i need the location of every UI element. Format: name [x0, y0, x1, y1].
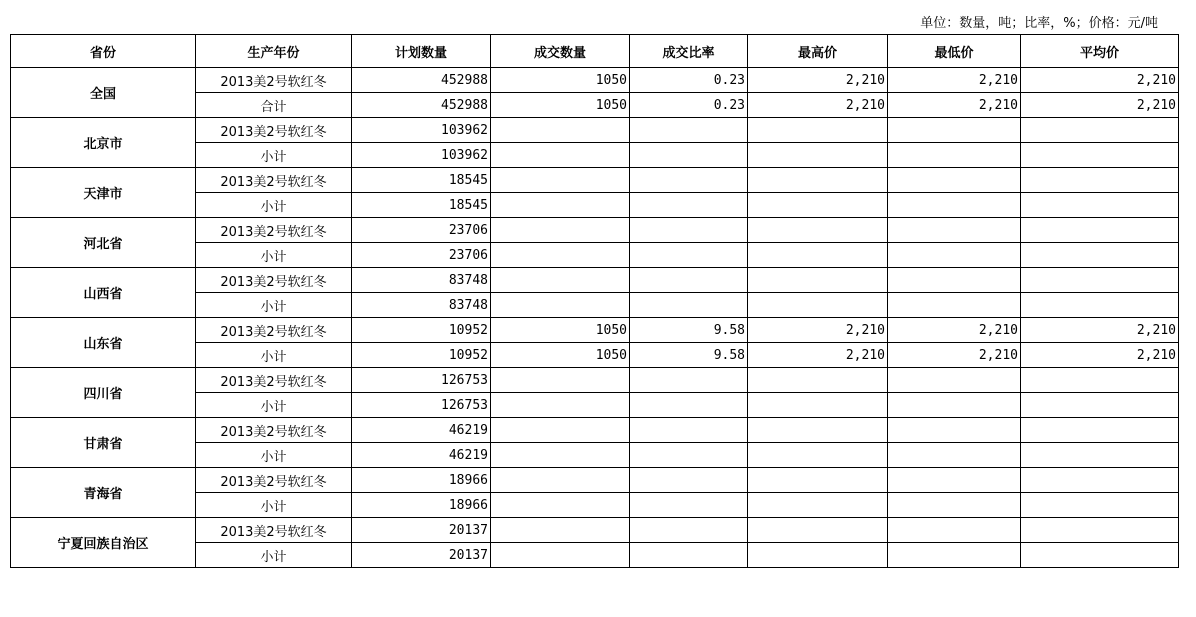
year-cell: 合计 — [196, 93, 352, 118]
plan-qty-cell: 46219 — [352, 418, 491, 443]
table-row — [11, 68, 1179, 93]
deal-ratio-cell — [630, 518, 748, 543]
max-price-cell — [748, 368, 888, 393]
max-price-cell — [748, 218, 888, 243]
plan-qty-cell: 23706 — [352, 218, 491, 243]
min-price-cell — [888, 243, 1021, 268]
plan-qty-cell: 126753 — [352, 393, 491, 418]
max-price-cell: 2,210 — [748, 318, 888, 343]
year-cell: 2013美2号软红冬 — [196, 268, 352, 293]
year-cell: 2013美2号软红冬 — [196, 218, 352, 243]
min-price-cell — [888, 118, 1021, 143]
avg-price-cell: 2,210 — [1021, 343, 1179, 368]
deal-ratio-cell — [630, 193, 748, 218]
avg-price-cell — [1021, 193, 1179, 218]
min-price-cell — [888, 368, 1021, 393]
province-cell: 天津市 — [11, 168, 196, 218]
max-price-cell — [748, 193, 888, 218]
year-cell: 2013美2号软红冬 — [196, 468, 352, 493]
avg-price-cell — [1021, 368, 1179, 393]
avg-price-cell — [1021, 293, 1179, 318]
deal-qty-cell — [491, 418, 630, 443]
deal-ratio-cell — [630, 393, 748, 418]
max-price-cell — [748, 443, 888, 468]
deal-qty-cell — [491, 493, 630, 518]
max-price-cell: 2,210 — [748, 68, 888, 93]
plan-qty-cell: 10952 — [352, 343, 491, 368]
deal-ratio-cell — [630, 168, 748, 193]
avg-price-cell — [1021, 143, 1179, 168]
deal-qty-cell — [491, 168, 630, 193]
province-cell: 山东省 — [11, 318, 196, 368]
min-price-cell — [888, 518, 1021, 543]
avg-price-cell — [1021, 418, 1179, 443]
avg-price-cell — [1021, 218, 1179, 243]
deal-qty-cell — [491, 268, 630, 293]
avg-price-cell — [1021, 268, 1179, 293]
header-year: 生产年份 — [196, 35, 352, 68]
table-row — [11, 518, 1179, 543]
plan-qty-cell: 103962 — [352, 143, 491, 168]
plan-qty-cell: 20137 — [352, 543, 491, 568]
avg-price-cell — [1021, 243, 1179, 268]
deal-ratio-cell — [630, 143, 748, 168]
max-price-cell — [748, 518, 888, 543]
avg-price-cell — [1021, 518, 1179, 543]
header-plan-qty: 计划数量 — [352, 35, 491, 68]
deal-ratio-cell: 9.58 — [630, 318, 748, 343]
deal-qty-cell — [491, 468, 630, 493]
year-cell: 小计 — [196, 543, 352, 568]
max-price-cell — [748, 493, 888, 518]
max-price-cell — [748, 393, 888, 418]
max-price-cell — [748, 118, 888, 143]
province-cell: 河北省 — [11, 218, 196, 268]
plan-qty-cell: 18966 — [352, 493, 491, 518]
min-price-cell — [888, 443, 1021, 468]
deal-ratio-cell — [630, 293, 748, 318]
max-price-cell — [748, 293, 888, 318]
deal-ratio-cell — [630, 543, 748, 568]
avg-price-cell: 2,210 — [1021, 318, 1179, 343]
province-cell: 甘肃省 — [11, 418, 196, 468]
table-row — [11, 118, 1179, 143]
deal-qty-cell: 1050 — [491, 93, 630, 118]
table-row — [11, 468, 1179, 493]
year-cell: 2013美2号软红冬 — [196, 418, 352, 443]
plan-qty-cell: 46219 — [352, 443, 491, 468]
avg-price-cell: 2,210 — [1021, 93, 1179, 118]
deal-ratio-cell — [630, 268, 748, 293]
min-price-cell — [888, 418, 1021, 443]
year-cell: 2013美2号软红冬 — [196, 518, 352, 543]
province-cell: 山西省 — [11, 268, 196, 318]
max-price-cell — [748, 243, 888, 268]
min-price-cell — [888, 268, 1021, 293]
header-deal-ratio: 成交比率 — [630, 35, 748, 68]
deal-qty-cell — [491, 243, 630, 268]
plan-qty-cell: 18545 — [352, 168, 491, 193]
deal-ratio-cell — [630, 468, 748, 493]
min-price-cell — [888, 143, 1021, 168]
year-cell: 2013美2号软红冬 — [196, 68, 352, 93]
deal-ratio-cell — [630, 493, 748, 518]
deal-qty-cell: 1050 — [491, 318, 630, 343]
avg-price-cell — [1021, 443, 1179, 468]
year-cell: 2013美2号软红冬 — [196, 118, 352, 143]
min-price-cell — [888, 468, 1021, 493]
max-price-cell: 2,210 — [748, 343, 888, 368]
deal-qty-cell — [491, 518, 630, 543]
min-price-cell: 2,210 — [888, 68, 1021, 93]
avg-price-cell — [1021, 168, 1179, 193]
plan-qty-cell: 20137 — [352, 518, 491, 543]
deal-qty-cell — [491, 368, 630, 393]
deal-qty-cell — [491, 143, 630, 168]
year-cell: 小计 — [196, 293, 352, 318]
min-price-cell — [888, 193, 1021, 218]
deal-ratio-cell — [630, 418, 748, 443]
max-price-cell — [748, 168, 888, 193]
avg-price-cell — [1021, 543, 1179, 568]
table-row — [11, 218, 1179, 243]
deal-ratio-cell: 0.23 — [630, 93, 748, 118]
province-cell: 四川省 — [11, 368, 196, 418]
deal-ratio-cell: 9.58 — [630, 343, 748, 368]
min-price-cell: 2,210 — [888, 343, 1021, 368]
deal-qty-cell — [491, 218, 630, 243]
deal-qty-cell — [491, 293, 630, 318]
deal-qty-cell — [491, 443, 630, 468]
year-cell: 2013美2号软红冬 — [196, 318, 352, 343]
deal-qty-cell — [491, 118, 630, 143]
min-price-cell — [888, 218, 1021, 243]
header-row — [11, 35, 1179, 68]
avg-price-cell — [1021, 493, 1179, 518]
plan-qty-cell: 10952 — [352, 318, 491, 343]
deal-qty-cell — [491, 193, 630, 218]
deal-qty-cell — [491, 393, 630, 418]
year-cell: 小计 — [196, 443, 352, 468]
table-row — [11, 268, 1179, 293]
table-row — [11, 368, 1179, 393]
year-cell: 小计 — [196, 143, 352, 168]
header-min-price: 最低价 — [888, 35, 1021, 68]
table-row — [11, 418, 1179, 443]
min-price-cell — [888, 543, 1021, 568]
max-price-cell — [748, 543, 888, 568]
avg-price-cell — [1021, 468, 1179, 493]
year-cell: 2013美2号软红冬 — [196, 168, 352, 193]
min-price-cell — [888, 293, 1021, 318]
plan-qty-cell: 452988 — [352, 68, 491, 93]
min-price-cell — [888, 493, 1021, 518]
deal-ratio-cell — [630, 443, 748, 468]
auction-results-table — [10, 34, 1179, 568]
plan-qty-cell: 126753 — [352, 368, 491, 393]
province-cell: 宁夏回族自治区 — [11, 518, 196, 568]
deal-ratio-cell — [630, 118, 748, 143]
plan-qty-cell: 18545 — [352, 193, 491, 218]
deal-qty-cell: 1050 — [491, 343, 630, 368]
max-price-cell: 2,210 — [748, 93, 888, 118]
max-price-cell — [748, 468, 888, 493]
header-deal-qty: 成交数量 — [491, 35, 630, 68]
avg-price-cell — [1021, 118, 1179, 143]
max-price-cell — [748, 418, 888, 443]
table-row — [11, 318, 1179, 343]
plan-qty-cell: 452988 — [352, 93, 491, 118]
deal-ratio-cell: 0.23 — [630, 68, 748, 93]
table-row — [11, 168, 1179, 193]
header-max-price: 最高价 — [748, 35, 888, 68]
year-cell: 小计 — [196, 193, 352, 218]
min-price-cell — [888, 393, 1021, 418]
min-price-cell: 2,210 — [888, 318, 1021, 343]
province-cell: 青海省 — [11, 468, 196, 518]
max-price-cell — [748, 268, 888, 293]
deal-ratio-cell — [630, 368, 748, 393]
year-cell: 小计 — [196, 243, 352, 268]
province-cell: 全国 — [11, 68, 196, 118]
plan-qty-cell: 23706 — [352, 243, 491, 268]
max-price-cell — [748, 143, 888, 168]
min-price-cell — [888, 168, 1021, 193]
deal-ratio-cell — [630, 218, 748, 243]
plan-qty-cell: 83748 — [352, 293, 491, 318]
avg-price-cell: 2,210 — [1021, 68, 1179, 93]
year-cell: 小计 — [196, 343, 352, 368]
deal-qty-cell: 1050 — [491, 68, 630, 93]
min-price-cell: 2,210 — [888, 93, 1021, 118]
deal-ratio-cell — [630, 243, 748, 268]
header-province: 省份 — [11, 35, 196, 68]
plan-qty-cell: 18966 — [352, 468, 491, 493]
avg-price-cell — [1021, 393, 1179, 418]
province-cell: 北京市 — [11, 118, 196, 168]
plan-qty-cell: 103962 — [352, 118, 491, 143]
deal-qty-cell — [491, 543, 630, 568]
year-cell: 小计 — [196, 493, 352, 518]
year-cell: 小计 — [196, 393, 352, 418]
header-avg-price: 平均价 — [1021, 35, 1179, 68]
unit-note: 单位：数量，吨；比率，%；价格：元/吨 — [920, 16, 1158, 31]
year-cell: 2013美2号软红冬 — [196, 368, 352, 393]
plan-qty-cell: 83748 — [352, 268, 491, 293]
